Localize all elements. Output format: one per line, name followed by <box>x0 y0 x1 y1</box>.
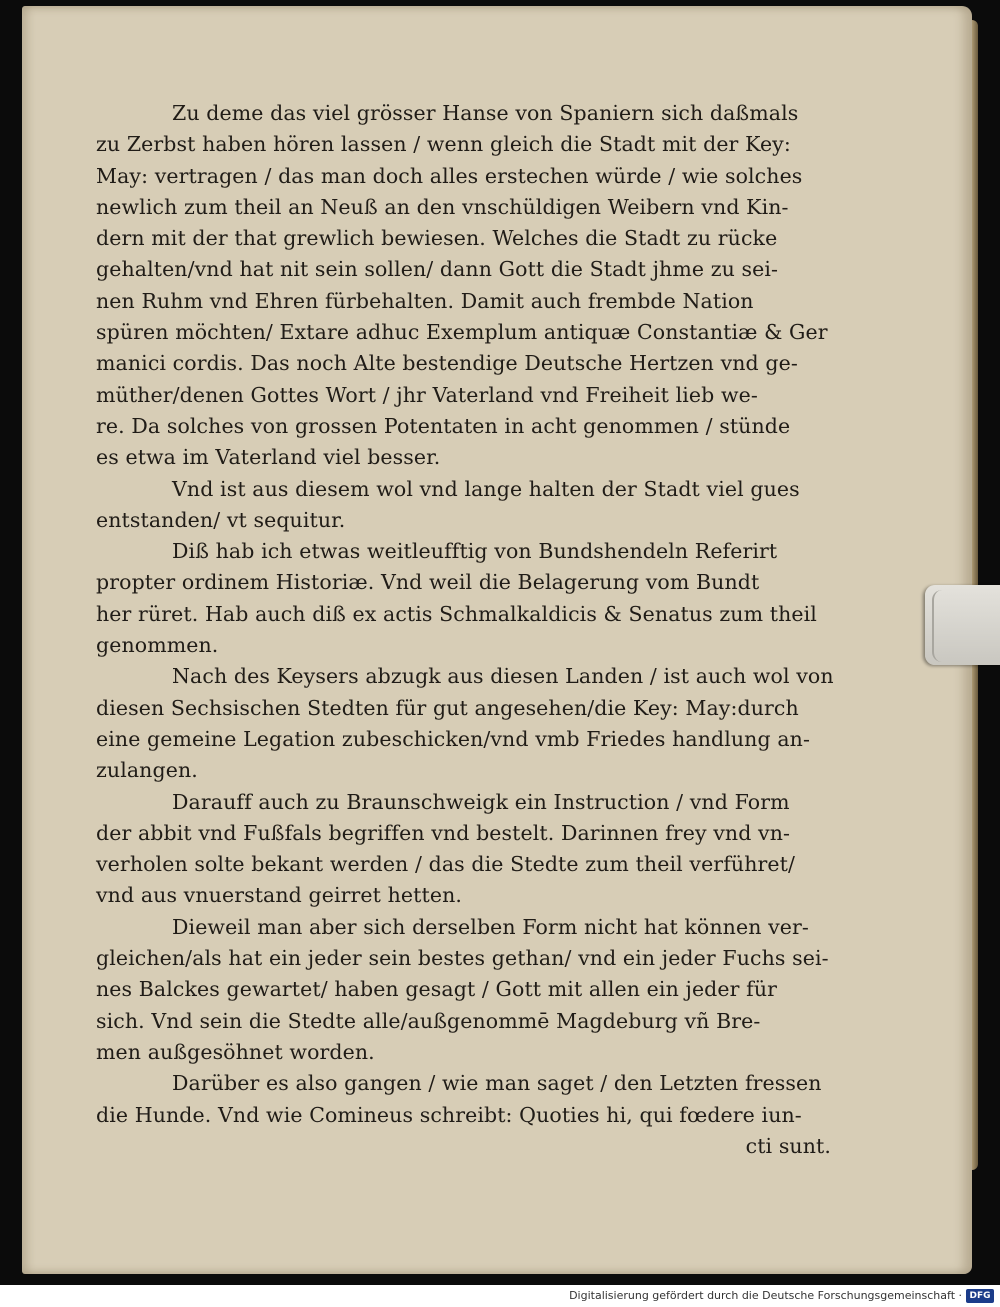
text-line: men außgesöhnet worden. <box>96 1039 375 1064</box>
text-line: eine gemeine Legation zubeschicken/vnd vmb Friedes handlung an- <box>96 726 810 751</box>
text-line: verholen solte bekant werden / das die Stedte zum theil verführet/ <box>96 852 795 877</box>
text-line: vnd aus vnuerstand geirret hetten. <box>96 883 462 908</box>
text-line: nes Balckes gewartet/ haben gesagt / Gott mit allen ein jeder für <box>96 977 778 1002</box>
text-line: Zu deme das viel grösser Hanse von Spaniern sich daßmals <box>172 101 799 125</box>
text-line: entstanden/ vt sequitur. <box>96 507 346 532</box>
text-line: spüren möchten/ Extare adhuc Exemplum antiquæ Constantiæ & Ger <box>96 320 828 345</box>
text-line: Darauff auch zu Braunschweigk ein Instruction / vnd Form <box>172 789 790 814</box>
page-text <box>96 98 834 1162</box>
text-line: manici cordis. Das noch Alte bestendige Deutsche Hertzen vnd ge- <box>96 351 798 376</box>
text-line: May: vertragen / das man doch alles erstechen würde / wie solches <box>96 163 803 188</box>
text-line: nen Ruhm vnd Ehren fürbehalten. Damit auch frembde Nation <box>96 288 754 313</box>
text-line: zulangen. <box>96 758 198 783</box>
text-line: der abbit vnd Fußfals begriffen vnd bestelt. Darinnen frey vnd vn- <box>96 820 791 845</box>
dfg-logo-icon: DFG <box>966 1289 994 1303</box>
text-line: Nach des Keysers abzugk aus diesen Landen / ist auch wol von <box>172 664 834 689</box>
text-line: Dieweil man aber sich derselben Form nicht hat können ver- <box>172 914 809 939</box>
text-line: genommen. <box>96 633 219 658</box>
text-line: cti sunt. <box>745 1133 831 1158</box>
footer-bar <box>0 1286 1000 1307</box>
text-line: propter ordinem Historiæ. Vnd weil die Belagerung vom Bundt <box>96 570 760 595</box>
text-line: gehalten/vnd hat nit sein sollen/ dann Gott die Stadt jhme zu sei- <box>96 257 779 282</box>
text-line: Diß hab ich etwas weitleufftig von Bundshendeln Referirt <box>172 539 778 564</box>
footer-credit: Digitalisierung gefördert durch die Deutsche Forschungsgemeinschaft · <box>569 1289 962 1302</box>
page-tab-marker-inner <box>932 590 1000 662</box>
text-line: zu Zerbst haben hören lassen / wenn gleich die Stadt mit der Key: <box>96 132 791 157</box>
text-line: dern mit der that grewlich bewiesen. Welches die Stadt zu rücke <box>96 226 778 251</box>
text-line: diesen Sechsischen Stedten für gut angesehen/die Key: May:durch <box>96 695 799 720</box>
text-line: es etwa im Vaterland viel besser. <box>96 445 441 470</box>
text-line: die Hunde. Vnd wie Comineus schreibt: Quoties hi, qui fœdere iun- <box>96 1102 802 1127</box>
text-line: müther/denen Gottes Wort / jhr Vaterland vnd Freiheit lieb we- <box>96 382 758 407</box>
text-line: re. Da solches von grossen Potentaten in acht genommen / stünde <box>96 413 791 438</box>
text-line: gleichen/als hat ein jeder sein bestes gethan/ vnd ein jeder Fuchs sei- <box>96 946 829 971</box>
text-line: newlich zum theil an Neuß an den vnschüldigen Weibern vnd Kin- <box>96 194 789 219</box>
text-line: sich. Vnd sein die Stedte alle/außgenommē Magdeburg vñ Bre- <box>96 1008 761 1033</box>
text-line: Darüber es also gangen / wie man saget / den Letzten fressen <box>172 1071 822 1096</box>
text-line: her rüret. Hab auch diß ex actis Schmalkaldicis & Senatus zum theil <box>96 601 817 626</box>
text-line: Vnd ist aus diesem wol vnd lange halten der Stadt viel gues <box>172 476 800 501</box>
